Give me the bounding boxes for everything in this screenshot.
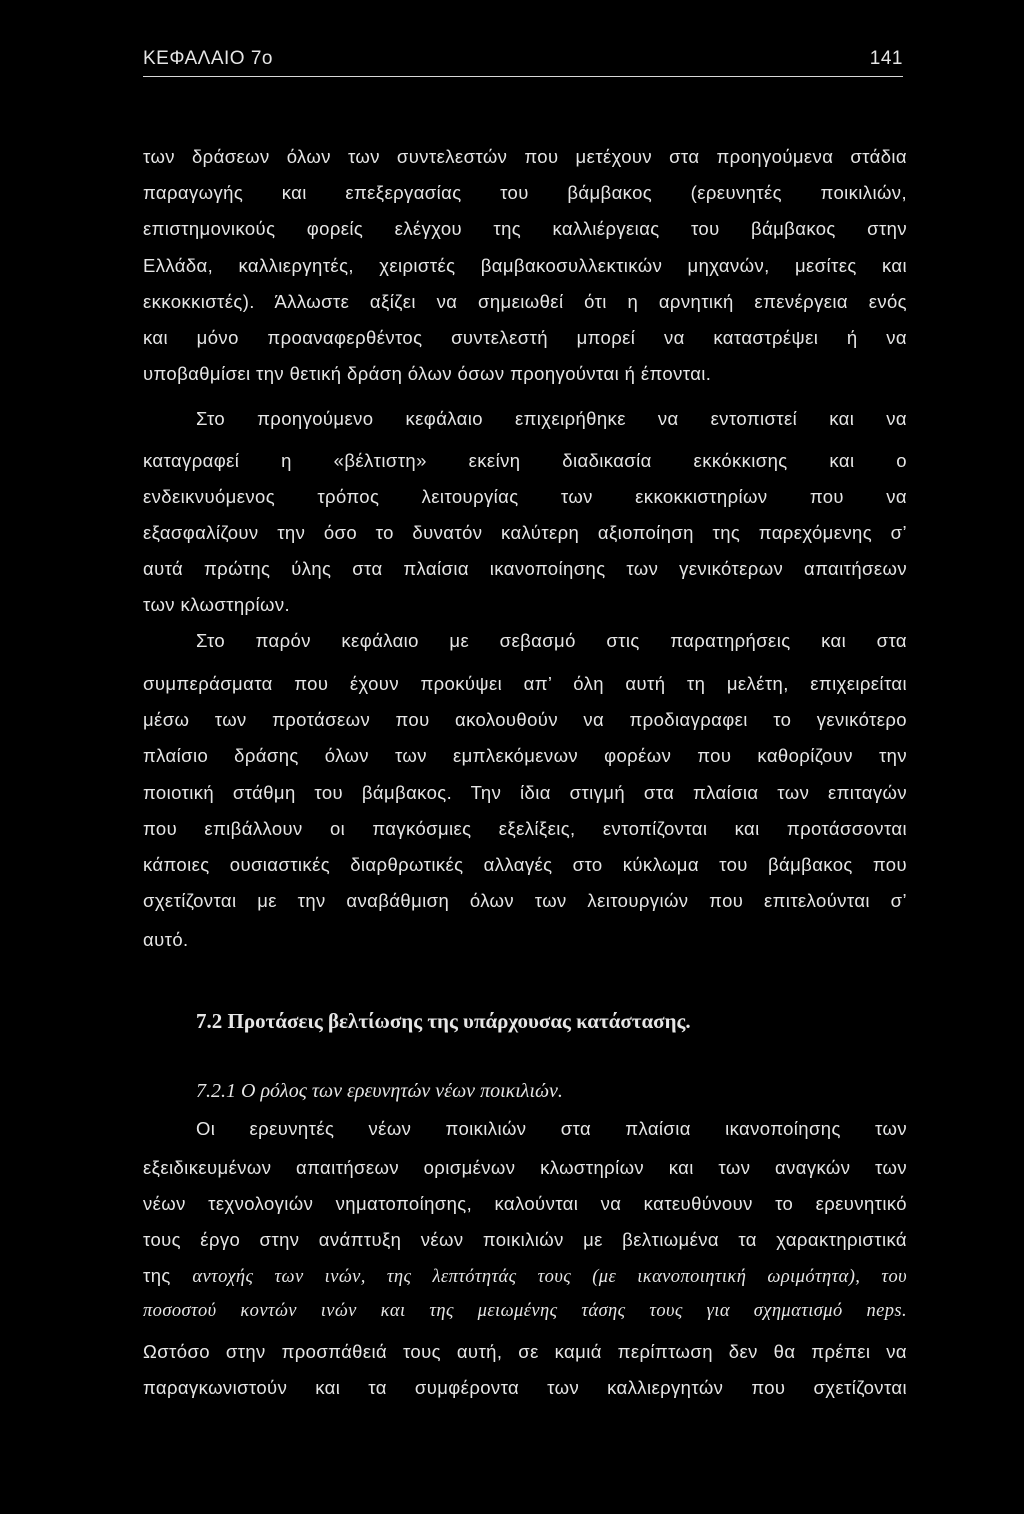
body-line	[143, 1265, 907, 1295]
section-heading: 7.2 Προτάσεις βελτίωσης της υπάρχουσας κατάστασης.	[196, 1009, 691, 1033]
body-line: των κλωστηρίων.	[143, 594, 291, 615]
body-line: εξειδικευμένων απαιτήσεων ορισμένων κλωστηρίων και των αναγκών των	[143, 1157, 907, 1178]
body-line: καταγραφεί η «βέλτιστη» εκείνη διαδικασία εκκόκκισης και ο	[143, 450, 907, 471]
body-line: παραγκωνιστούν και τα συμφέροντα των καλλιεργητών που σχετίζονται	[143, 1377, 907, 1398]
subsection-heading: 7.2.1 Ο ρόλος των ερευνητών νέων ποικιλιών.	[196, 1080, 563, 1102]
body-line: ενδεικνυόμενος τρόπος λειτουργίας των εκκοκκιστηρίων που να	[143, 486, 907, 507]
body-line: των δράσεων όλων των συντελεστών που μετέχουν στα προηγούμενα στάδια	[143, 146, 907, 167]
body-line: αυτά πρώτης ύλης στα πλαίσια ικανοποίησης των γενικότερων απαιτήσεων	[143, 558, 907, 579]
body-line: Στο παρόν κεφάλαιο με σεβασμό στις παρατηρήσεις και στα	[196, 630, 907, 651]
body-line: Στο προηγούμενο κεφάλαιο επιχειρήθηκε να εντοπιστεί και να	[196, 408, 907, 429]
body-line: παραγωγής και επεξεργασίας του βάμβακος (ερευνητές ποικιλιών,	[143, 182, 907, 203]
body-line: Ωστόσο στην προσπάθειά τους αυτή, σε καμιά περίπτωση δεν θα πρέπει να	[143, 1341, 907, 1362]
body-line: Οι ερευνητές νέων ποικιλιών στα πλαίσια ικανοποίησης των	[196, 1118, 907, 1139]
body-line: τους έργο στην ανάπτυξη νέων ποικιλιών με βελτιωμένα τα χαρακτηριστικά	[143, 1229, 907, 1250]
body-line: σχετίζονται με την αναβάθμιση όλων των λειτουργιών που επιτελούνται σ’	[143, 890, 907, 911]
italic-text: αντοχής των ινών, της λεπτότητάς τους (με ικανοποιητική ωριμότητα), του	[192, 1267, 907, 1287]
body-line: επιστημονικούς φορείς ελέγχου της καλλιέργειας του βάμβακος στην	[143, 218, 907, 239]
body-line: υποβαθμίσει την θετική δράση όλων όσων προηγούνται ή έπονται.	[143, 363, 712, 384]
page-number: 141	[869, 48, 903, 69]
chapter-label: ΚΕΦΑΛΑΙΟ 7ο	[143, 48, 273, 69]
body-line-italic: ποσοστού κοντών ινών και της μειωμένης τάσης τους για σχηματισμό neps.	[143, 1301, 907, 1321]
body-line: αυτό.	[143, 929, 189, 950]
body-line: κάποιες ουσιαστικές διαρθρωτικές αλλαγές στο κύκλωμα του βάμβακος που	[143, 854, 907, 875]
body-line: μέσω των προτάσεων που ακολουθούν να προδιαγραφει το γενικότερο	[143, 709, 907, 730]
body-line: πλαίσιο δράσης όλων των εμπλεκόμενων φορέων που καθορίζουν την	[143, 745, 907, 766]
running-header	[143, 48, 903, 77]
body-line: ποιοτική στάθμη του βάμβακος. Την ίδια στιγμή στα πλαίσια των επιταγών	[143, 782, 907, 803]
body-line: συμπεράσματα που έχουν προκύψει απ’ όλη αυτή τη μελέτη, επιχειρείται	[143, 673, 907, 694]
body-line: εκκοκκιστές). Άλλωστε αξίζει να σημειωθεί ότι η αρνητική επενέργεια ενός	[143, 291, 907, 312]
body-line: νέων τεχνολογιών νηματοποίησης, καλούνται να κατευθύνουν το ερευνητικό	[143, 1193, 907, 1214]
body-line: εξασφαλίζουν την όσο το δυνατόν καλύτερη αξιοποίηση της παρεχόμενης σ’	[143, 522, 907, 543]
body-line: που επιβάλλουν οι παγκόσμιες εξελίξεις, εντοπίζονται και προτάσσονται	[143, 818, 907, 839]
body-line: και μόνο προαναφερθέντος συντελεστή μπορεί να καταστρέψει ή να	[143, 327, 907, 348]
body-line: Ελλάδα, καλλιεργητές, χειριστές βαμβακοσυλλεκτικών μηχανών, μεσίτες και	[143, 255, 907, 276]
body-text: της	[143, 1265, 193, 1286]
